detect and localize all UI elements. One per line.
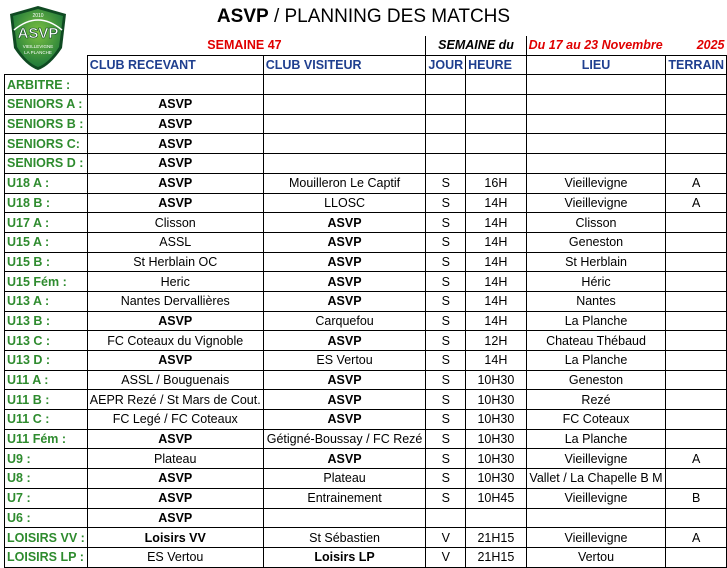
category-label: U8 : <box>5 469 88 489</box>
cell-jour: S <box>426 449 466 469</box>
week-row <box>5 36 727 55</box>
cell-club-recevant: ASVP <box>87 469 263 489</box>
cell-heure <box>466 508 526 528</box>
cell-jour <box>426 95 466 115</box>
cell-club-visiteur: ASVP <box>263 272 426 292</box>
header-lieu: LIEU <box>526 55 666 75</box>
cell-heure <box>466 95 526 115</box>
cell-heure <box>466 154 526 174</box>
cell-heure <box>466 134 526 154</box>
table-row <box>5 252 727 272</box>
cell-club-recevant: ASVP <box>87 193 263 213</box>
category-label: U13 B : <box>5 311 88 331</box>
cell-club-recevant: ASVP <box>87 173 263 193</box>
cell-club-visiteur: Carquefou <box>263 311 426 331</box>
cell-club-visiteur: LLOSC <box>263 193 426 213</box>
table-row <box>5 272 727 292</box>
table-row <box>5 528 727 548</box>
cell-club-visiteur <box>263 154 426 174</box>
cell-lieu <box>526 154 666 174</box>
cell-lieu: Héric <box>526 272 666 292</box>
cell-club-recevant: Nantes Dervallières <box>87 291 263 311</box>
cell-heure: 10H30 <box>466 449 526 469</box>
cell-heure: 21H15 <box>466 547 526 567</box>
cell-jour: V <box>426 528 466 548</box>
title-text: / PLANNING DES MATCHS <box>268 6 511 27</box>
cell-terrain <box>666 390 727 410</box>
cell-lieu: La Planche <box>526 311 666 331</box>
week-year: 2025 <box>696 38 725 53</box>
cell-club-visiteur: ASVP <box>263 410 426 430</box>
cell-club-recevant: ASVP <box>87 429 263 449</box>
cell-club-visiteur: ES Vertou <box>263 351 426 371</box>
category-label: U13 C : <box>5 331 88 351</box>
cell-heure: 14H <box>466 252 526 272</box>
cell-club-recevant: ASVP <box>87 488 263 508</box>
logo-text: ASVP <box>17 25 59 42</box>
cell-lieu <box>526 95 666 115</box>
table-row <box>5 154 727 174</box>
cell-club-recevant <box>87 75 263 95</box>
cell-terrain <box>666 95 727 115</box>
category-label: SENIORS D : <box>5 154 88 174</box>
cell-club-visiteur: ASVP <box>263 291 426 311</box>
cell-club-visiteur: ASVP <box>263 449 426 469</box>
table-row <box>5 75 727 95</box>
table-row <box>5 547 727 567</box>
cell-terrain: A <box>666 449 727 469</box>
cell-heure <box>466 75 526 95</box>
cell-terrain: B <box>666 488 727 508</box>
table-row <box>5 291 727 311</box>
cell-terrain <box>666 75 727 95</box>
table-row <box>5 331 727 351</box>
cell-club-recevant: ASVP <box>87 351 263 371</box>
cell-heure: 10H30 <box>466 390 526 410</box>
cell-heure: 14H <box>466 351 526 371</box>
cell-terrain <box>666 213 727 233</box>
cell-lieu: Geneston <box>526 370 666 390</box>
title-club: ASVP <box>216 6 269 27</box>
cell-lieu: Vieillevigne <box>526 173 666 193</box>
cell-club-visiteur: ASVP <box>263 370 426 390</box>
cell-jour: S <box>426 291 466 311</box>
cell-club-recevant: ASSL <box>87 232 263 252</box>
table-row <box>5 213 727 233</box>
cell-club-recevant: ASVP <box>87 134 263 154</box>
category-label: U13 A : <box>5 291 88 311</box>
cell-heure <box>466 114 526 134</box>
cell-heure: 10H30 <box>466 370 526 390</box>
cell-club-visiteur: ASVP <box>263 331 426 351</box>
table-row <box>5 429 727 449</box>
category-label: SENIORS C: <box>5 134 88 154</box>
category-label: U13 D : <box>5 351 88 371</box>
category-label: U6 : <box>5 508 88 528</box>
cell-heure: 10H30 <box>466 410 526 430</box>
cell-lieu <box>526 134 666 154</box>
cell-terrain <box>666 154 727 174</box>
cell-club-recevant: Plateau <box>87 449 263 469</box>
cell-jour: S <box>426 488 466 508</box>
cell-terrain: A <box>666 173 727 193</box>
cell-lieu: Geneston <box>526 232 666 252</box>
cell-heure: 10H30 <box>466 469 526 489</box>
cell-club-visiteur: Gétigné-Boussay / FC Rezé <box>263 429 426 449</box>
cell-club-visiteur: ASVP <box>263 213 426 233</box>
header-row <box>5 55 727 75</box>
cell-jour <box>426 134 466 154</box>
table-row <box>5 232 727 252</box>
table-row <box>5 351 727 371</box>
cell-jour: S <box>426 272 466 292</box>
cell-lieu: Rezé <box>526 390 666 410</box>
cell-lieu: FC Coteaux <box>526 410 666 430</box>
cell-lieu <box>526 114 666 134</box>
cell-terrain <box>666 351 727 371</box>
cell-terrain <box>666 547 727 567</box>
cell-club-recevant: ASVP <box>87 311 263 331</box>
cell-club-visiteur <box>263 508 426 528</box>
cell-lieu: St Herblain <box>526 252 666 272</box>
category-label: SENIORS A : <box>5 95 88 115</box>
cell-terrain <box>666 114 727 134</box>
cell-lieu: Nantes <box>526 291 666 311</box>
category-label: U7 : <box>5 488 88 508</box>
cell-heure: 14H <box>466 213 526 233</box>
cell-lieu: Clisson <box>526 213 666 233</box>
category-label: LOISIRS VV : <box>5 528 88 548</box>
cell-terrain <box>666 508 727 528</box>
cell-club-visiteur: ASVP <box>263 232 426 252</box>
table-row <box>5 173 727 193</box>
cell-lieu: Vieillevigne <box>526 193 666 213</box>
cell-terrain <box>666 134 727 154</box>
cell-club-visiteur: ASVP <box>263 252 426 272</box>
cell-heure: 14H <box>466 272 526 292</box>
cell-jour: S <box>426 469 466 489</box>
logo-line2: LA PLANCHE <box>24 50 52 55</box>
category-label: LOISIRS LP : <box>5 547 88 567</box>
category-label: U15 A : <box>5 232 88 252</box>
cell-club-recevant: ASVP <box>87 154 263 174</box>
cell-heure: 21H15 <box>466 528 526 548</box>
cell-lieu <box>526 75 666 95</box>
cell-terrain <box>666 410 727 430</box>
cell-lieu: La Planche <box>526 429 666 449</box>
cell-jour: S <box>426 351 466 371</box>
cell-club-visiteur <box>263 95 426 115</box>
table-row <box>5 469 727 489</box>
cell-terrain: A <box>666 528 727 548</box>
cell-lieu: Vertou <box>526 547 666 567</box>
cell-club-visiteur: St Sébastien <box>263 528 426 548</box>
table-row <box>5 449 727 469</box>
cell-jour: S <box>426 410 466 430</box>
cell-heure: 14H <box>466 291 526 311</box>
cell-lieu <box>526 508 666 528</box>
cell-terrain <box>666 311 727 331</box>
cell-jour <box>426 154 466 174</box>
cell-club-recevant: Heric <box>87 272 263 292</box>
table-row <box>5 95 727 115</box>
cell-club-visiteur <box>263 75 426 95</box>
cell-terrain <box>666 252 727 272</box>
header-club-visiteur: CLUB VISITEUR <box>263 55 426 75</box>
cell-jour <box>426 75 466 95</box>
table-row <box>5 508 727 528</box>
cell-heure: 12H <box>466 331 526 351</box>
cell-terrain: A <box>666 193 727 213</box>
header-heure: HEURE <box>466 55 526 75</box>
week-label: SEMAINE du <box>426 36 526 55</box>
cell-terrain <box>666 429 727 449</box>
cell-jour: V <box>426 547 466 567</box>
cell-lieu: Vallet / La Chapelle B M <box>526 469 666 489</box>
cell-club-visiteur: Mouilleron Le Captif <box>263 173 426 193</box>
cell-jour <box>426 114 466 134</box>
cell-club-visiteur: Entrainement <box>263 488 426 508</box>
cell-heure: 16H <box>466 173 526 193</box>
cell-club-recevant: St Herblain OC <box>87 252 263 272</box>
page-title <box>0 6 727 28</box>
cell-club-visiteur: Plateau <box>263 469 426 489</box>
cell-club-recevant: ASVP <box>87 95 263 115</box>
cell-club-recevant: FC Legé / FC Coteaux <box>87 410 263 430</box>
cell-jour <box>426 508 466 528</box>
cell-heure: 14H <box>466 232 526 252</box>
cell-lieu: La Planche <box>526 351 666 371</box>
cell-terrain <box>666 469 727 489</box>
match-table <box>4 36 727 568</box>
category-label: U15 Fém : <box>5 272 88 292</box>
cell-heure: 14H <box>466 193 526 213</box>
cell-jour: S <box>426 193 466 213</box>
table-row <box>5 410 727 430</box>
cell-terrain <box>666 370 727 390</box>
category-label: U18 B : <box>5 193 88 213</box>
week-dates: Du 17 au 23 Novembre <box>528 38 663 53</box>
category-label: U11 A : <box>5 370 88 390</box>
cell-club-recevant: ASVP <box>87 508 263 528</box>
cell-club-visiteur: ASVP <box>263 390 426 410</box>
cell-jour: S <box>426 311 466 331</box>
header-club-recevant: CLUB RECEVANT <box>87 55 263 75</box>
week-number: SEMAINE 47 <box>87 36 426 55</box>
table-row <box>5 134 727 154</box>
category-label: U9 : <box>5 449 88 469</box>
cell-lieu: Vieillevigne <box>526 449 666 469</box>
week-dates-cell <box>526 36 726 55</box>
cell-club-recevant: FC Coteaux du Vignoble <box>87 331 263 351</box>
cell-club-recevant: ASVP <box>87 114 263 134</box>
header-jour: JOUR <box>426 55 466 75</box>
table-row <box>5 390 727 410</box>
cell-club-recevant: Clisson <box>87 213 263 233</box>
header-terrain: TERRAIN <box>666 55 727 75</box>
cell-jour: S <box>426 370 466 390</box>
table-row <box>5 114 727 134</box>
cell-terrain <box>666 272 727 292</box>
cell-club-recevant: Loisirs VV <box>87 528 263 548</box>
cell-heure: 10H30 <box>466 429 526 449</box>
cell-terrain <box>666 291 727 311</box>
category-label: U11 Fém : <box>5 429 88 449</box>
cell-terrain <box>666 331 727 351</box>
category-label: ARBITRE : <box>5 75 88 95</box>
table-row <box>5 488 727 508</box>
cell-jour: S <box>426 173 466 193</box>
category-label: SENIORS B : <box>5 114 88 134</box>
cell-terrain <box>666 232 727 252</box>
category-label: U17 A : <box>5 213 88 233</box>
category-label: U11 C : <box>5 410 88 430</box>
category-label: U15 B : <box>5 252 88 272</box>
cell-heure: 10H45 <box>466 488 526 508</box>
cell-jour: S <box>426 232 466 252</box>
category-label: U11 B : <box>5 390 88 410</box>
cell-jour: S <box>426 390 466 410</box>
cell-club-visiteur <box>263 134 426 154</box>
table-row <box>5 193 727 213</box>
category-label: U18 A : <box>5 173 88 193</box>
cell-jour: S <box>426 252 466 272</box>
cell-lieu: Vieillevigne <box>526 488 666 508</box>
cell-heure: 14H <box>466 311 526 331</box>
cell-club-recevant: ES Vertou <box>87 547 263 567</box>
cell-club-recevant: ASSL / Bouguenais <box>87 370 263 390</box>
cell-jour: S <box>426 213 466 233</box>
cell-club-visiteur <box>263 114 426 134</box>
table-row <box>5 311 727 331</box>
cell-lieu: Vieillevigne <box>526 528 666 548</box>
cell-club-recevant: AEPR Rezé / St Mars de Cout. <box>87 390 263 410</box>
cell-jour: S <box>426 331 466 351</box>
logo-line1: VIEILLEVIGNE <box>22 44 54 49</box>
cell-lieu: Chateau Thébaud <box>526 331 666 351</box>
logo-year: 2010 <box>32 13 44 19</box>
cell-club-visiteur: Loisirs LP <box>263 547 426 567</box>
table-row <box>5 370 727 390</box>
cell-jour: S <box>426 429 466 449</box>
